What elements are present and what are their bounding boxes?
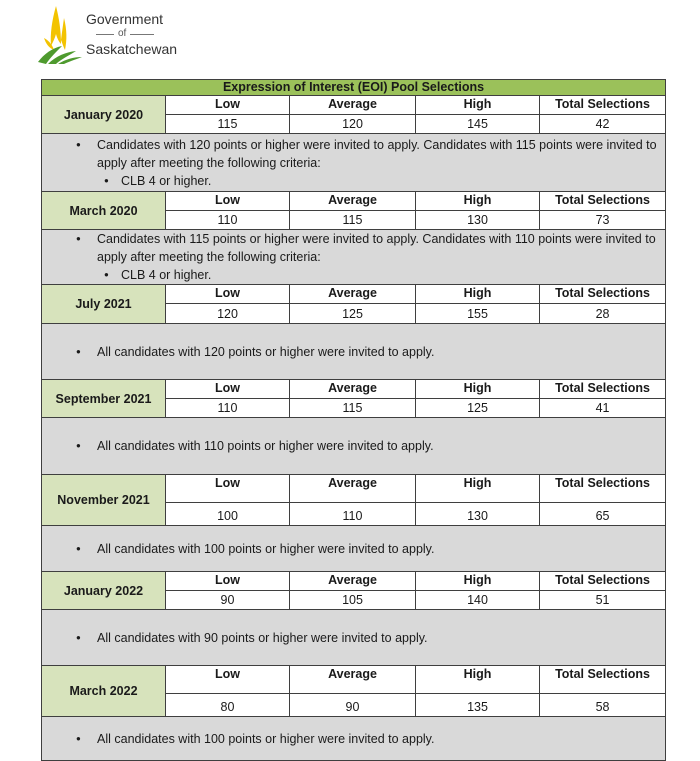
period-label: January 2020: [42, 96, 166, 134]
column-header-high: High: [416, 192, 540, 211]
column-header-total: Total Selections: [540, 192, 666, 211]
note-bullet: ● All candidates with 100 points or higher were invited to apply.: [72, 540, 659, 558]
value-low: 110: [166, 399, 290, 418]
value-low: 120: [166, 304, 290, 324]
note-cell: [42, 717, 666, 761]
note-cell: [42, 610, 666, 666]
note-cell: [42, 230, 666, 285]
section-header-row: [42, 285, 666, 304]
section-header-row: [42, 572, 666, 591]
value-high: 130: [416, 503, 540, 526]
period-label: March 2022: [42, 666, 166, 717]
value-total: 28: [540, 304, 666, 324]
section-header-row: [42, 96, 666, 115]
value-average: 125: [290, 304, 416, 324]
value-high: 145: [416, 115, 540, 134]
section-note-row: [42, 610, 666, 666]
value-low: 100: [166, 503, 290, 526]
column-header-total: Total Selections: [540, 380, 666, 399]
section-header-row: [42, 666, 666, 694]
note-bullet: ● All candidates with 100 points or higher were invited to apply.: [72, 730, 659, 748]
value-high: 130: [416, 211, 540, 230]
section-header-row: [42, 192, 666, 211]
note-sub-bullet: ● CLB 4 or higher.: [72, 266, 659, 284]
column-header-average: Average: [290, 475, 416, 503]
column-header-average: Average: [290, 572, 416, 591]
column-header-high: High: [416, 96, 540, 115]
section-note-row: [42, 134, 666, 192]
section-note-row: [42, 324, 666, 380]
value-high: 135: [416, 694, 540, 717]
section-header-row: [42, 475, 666, 503]
value-average: 115: [290, 399, 416, 418]
column-header-high: High: [416, 475, 540, 503]
column-header-total: Total Selections: [540, 572, 666, 591]
column-header-average: Average: [290, 285, 416, 304]
column-header-total: Total Selections: [540, 475, 666, 503]
note-cell: [42, 418, 666, 475]
note-cell: [42, 324, 666, 380]
note-bullet: ● Candidates with 115 points or higher were invited to apply. Candidates with 110 points were invited to apply after meeting the following criteria:: [72, 230, 659, 266]
value-low: 90: [166, 591, 290, 610]
period-label: March 2020: [42, 192, 166, 230]
column-header-high: High: [416, 285, 540, 304]
government-of-saskatchewan-logo: [34, 4, 184, 64]
section-note-row: [42, 526, 666, 572]
column-header-high: High: [416, 380, 540, 399]
section-note-row: [42, 230, 666, 285]
column-header-low: Low: [166, 666, 290, 694]
logo-line-saskatchewan: Saskatchewan: [86, 41, 178, 57]
value-total: 41: [540, 399, 666, 418]
logo-line-of: of: [118, 28, 127, 39]
column-header-low: Low: [166, 285, 290, 304]
value-average: 115: [290, 211, 416, 230]
value-low: 110: [166, 211, 290, 230]
note-cell: [42, 134, 666, 192]
column-header-average: Average: [290, 96, 416, 115]
value-total: 73: [540, 211, 666, 230]
note-cell: [42, 526, 666, 572]
value-total: 51: [540, 591, 666, 610]
column-header-average: Average: [290, 192, 416, 211]
section-header-row: [42, 380, 666, 399]
section-note-row: [42, 717, 666, 761]
column-header-total: Total Selections: [540, 666, 666, 694]
note-sub-bullet: ● CLB 4 or higher.: [72, 172, 659, 190]
value-total: 42: [540, 115, 666, 134]
value-average: 120: [290, 115, 416, 134]
column-header-low: Low: [166, 380, 290, 399]
section-note-row: [42, 418, 666, 475]
value-total: 65: [540, 503, 666, 526]
period-label: July 2021: [42, 285, 166, 324]
value-high: 140: [416, 591, 540, 610]
column-header-total: Total Selections: [540, 96, 666, 115]
value-average: 90: [290, 694, 416, 717]
value-total: 58: [540, 694, 666, 717]
note-bullet: ● All candidates with 110 points or higher were invited to apply.: [72, 437, 659, 455]
value-high: 155: [416, 304, 540, 324]
value-average: 110: [290, 503, 416, 526]
note-bullet: ● Candidates with 120 points or higher were invited to apply. Candidates with 115 points were invited to apply after meeting the following criteria:: [72, 136, 659, 172]
column-header-low: Low: [166, 96, 290, 115]
column-header-total: Total Selections: [540, 285, 666, 304]
column-header-average: Average: [290, 666, 416, 694]
value-average: 105: [290, 591, 416, 610]
value-low: 80: [166, 694, 290, 717]
table-title: Expression of Interest (EOI) Pool Selections: [42, 80, 666, 96]
column-header-low: Low: [166, 192, 290, 211]
value-low: 115: [166, 115, 290, 134]
column-header-average: Average: [290, 380, 416, 399]
column-header-low: Low: [166, 475, 290, 503]
logo-line-government: Government: [86, 11, 164, 27]
eoi-pool-selections-table: [41, 79, 666, 761]
period-label: November 2021: [42, 475, 166, 526]
note-bullet: ● All candidates with 90 points or higher were invited to apply.: [72, 629, 659, 647]
column-header-low: Low: [166, 572, 290, 591]
period-label: January 2022: [42, 572, 166, 610]
column-header-high: High: [416, 666, 540, 694]
column-header-high: High: [416, 572, 540, 591]
value-high: 125: [416, 399, 540, 418]
note-bullet: ● All candidates with 120 points or higher were invited to apply.: [72, 343, 659, 361]
wheat-logo-icon: [34, 4, 90, 64]
period-label: September 2021: [42, 380, 166, 418]
